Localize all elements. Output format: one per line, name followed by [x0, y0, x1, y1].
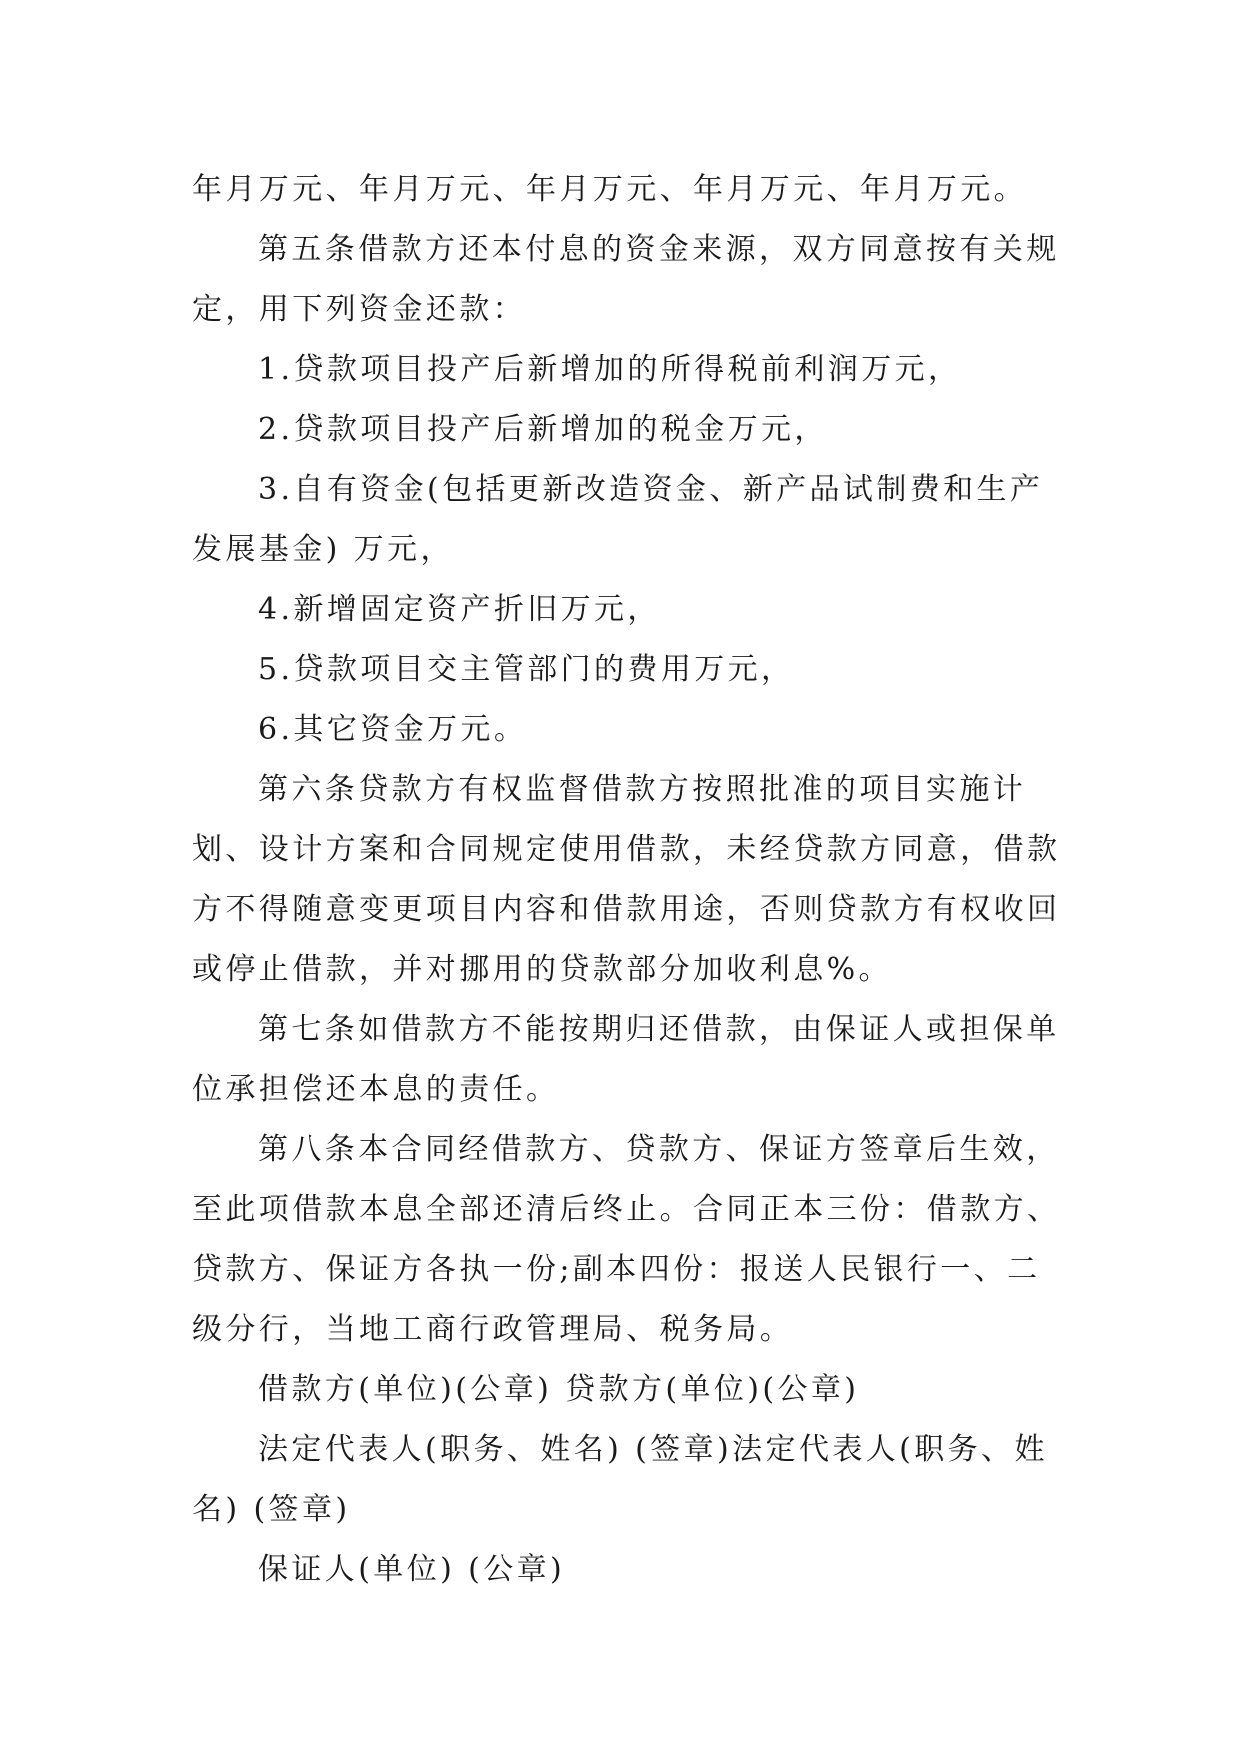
article-6-line-2: 划、设计方案和合同规定使用借款，未经贷款方同意，借款 [192, 832, 1061, 867]
signature-legal-rep-line-1: 法定代表人(职务、姓名) (签章)法定代表人(职务、姓 [258, 1432, 1048, 1467]
signature-guarantor: 保证人(单位) (公章) [258, 1552, 566, 1587]
article-8-line-2: 至此项借款本息全部还清后终止。合同正本三份：借款方、 [192, 1192, 1061, 1227]
article-6-line-1: 第六条贷款方有权监督借款方按照批准的项目实施计 [258, 772, 1027, 807]
article-5-line-2: 定，用下列资金还款： [192, 292, 526, 327]
list-item-3-line-2: 发展基金) 万元， [192, 532, 454, 567]
signature-legal-rep-line-2: 名) (签章) [192, 1492, 351, 1527]
article-8-line-3: 贷款方、保证方各执一份;副本四份：报送人民银行一、二 [192, 1252, 1041, 1287]
list-item-6: 6.其它资金万元。 [258, 712, 528, 747]
text-line-continuation: 年月万元、年月万元、年月万元、年月万元、年月万元。 [192, 172, 1027, 207]
article-7-line-2: 位承担偿还本息的责任。 [192, 1072, 560, 1107]
article-7-line-1: 第七条如借款方不能按期归还借款，由保证人或担保单 [258, 1012, 1060, 1047]
document-body [192, 160, 1062, 1600]
list-item-1: 1.贷款项目投产后新增加的所得税前利润万元， [258, 352, 962, 387]
list-item-2: 2.贷款项目投产后新增加的税金万元， [258, 412, 828, 447]
article-5-line-1: 第五条借款方还本付息的资金来源，双方同意按有关规 [258, 232, 1060, 267]
list-item-5: 5.贷款项目交主管部门的费用万元， [258, 652, 795, 687]
article-8-line-1: 第八条本合同经借款方、贷款方、保证方签章后生效， [258, 1132, 1060, 1167]
signature-borrower-lender: 借款方(单位)(公章) 贷款方(单位)(公章) [258, 1372, 860, 1407]
article-8-line-4: 级分行，当地工商行政管理局、税务局。 [192, 1312, 794, 1347]
list-item-4: 4.新增固定资产折旧万元， [258, 592, 661, 627]
article-6-line-4: 或停止借款，并对挪用的贷款部分加收利息%。 [192, 952, 892, 987]
list-item-3-line-1: 3.自有资金(包括更新改造资金、新产品试制费和生产 [258, 472, 1044, 507]
article-6-line-3: 方不得随意变更项目内容和借款用途，否则贷款方有权收回 [192, 892, 1061, 927]
